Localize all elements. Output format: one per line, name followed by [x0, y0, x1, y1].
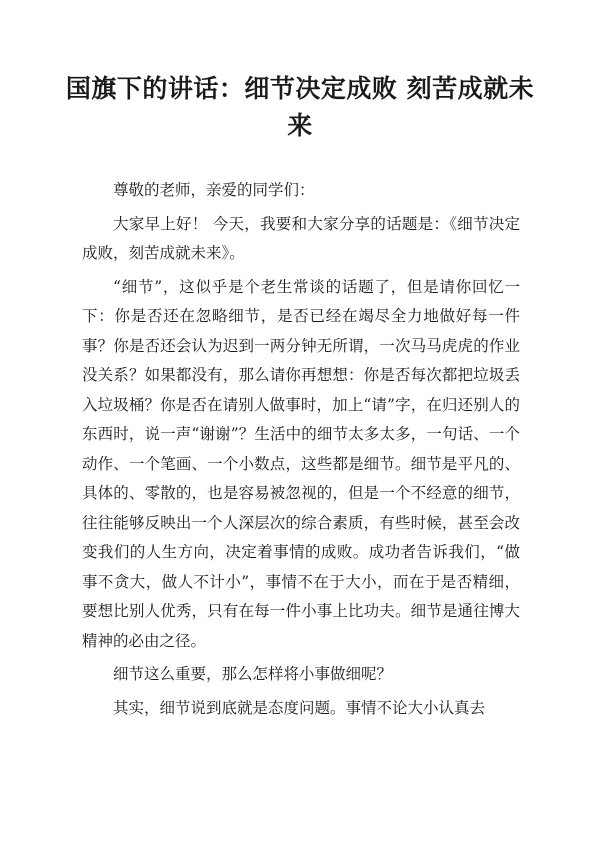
document-body	[82, 176, 520, 727]
paragraph-details: “细节”，这似乎是个老生常谈的话题了，但是请你回忆一下：你是否还在忽略细节，是否已经在竭尽全力地做好每一件事？你是否还会认为迟到一两分钟无所谓，一次马马虎虎的作业没关系？如果都没有，那么请你再想想：你是否每次都把垃圾丢入垃圾桶？你是否在请别人做事时，加上“请”字，在归还别人的东西时，说一声“谢谢”？生活中的细节太多太多，一句话、一个动作、一个笔画、一个小数点，这些都是细节。细节是平凡的、具体的、零散的，也是容易被忽视的，但是一个不经意的细节，往往能够反映出一个人深层次的综合素质，有些时候，甚至会改变我们的人生方向，决定着事情的成败。成功者告诉我们，“做事不贪大，做人不计小”，事情不在于大小，而在于是否精细，要想比别人优秀，只有在每一件小事上比功夫。细节是通往博大精神的必由之径。	[82, 277, 520, 650]
paragraph-opening: 大家早上好！ 今天，我要和大家分享的话题是：《细节决定成败，刻苦成就未来》。	[82, 214, 520, 262]
document-title: 国旗下的讲话：细节决定成败 刻苦成就未来	[65, 74, 535, 140]
paragraph-greeting: 尊敬的老师，亲爱的同学们：	[113, 181, 315, 199]
paragraph-question: 细节这么重要，那么怎样将小事做细呢？	[113, 665, 393, 683]
paragraph-attitude: 其实，细节说到底就是态度问题。事情不论大小认真去	[113, 698, 486, 717]
